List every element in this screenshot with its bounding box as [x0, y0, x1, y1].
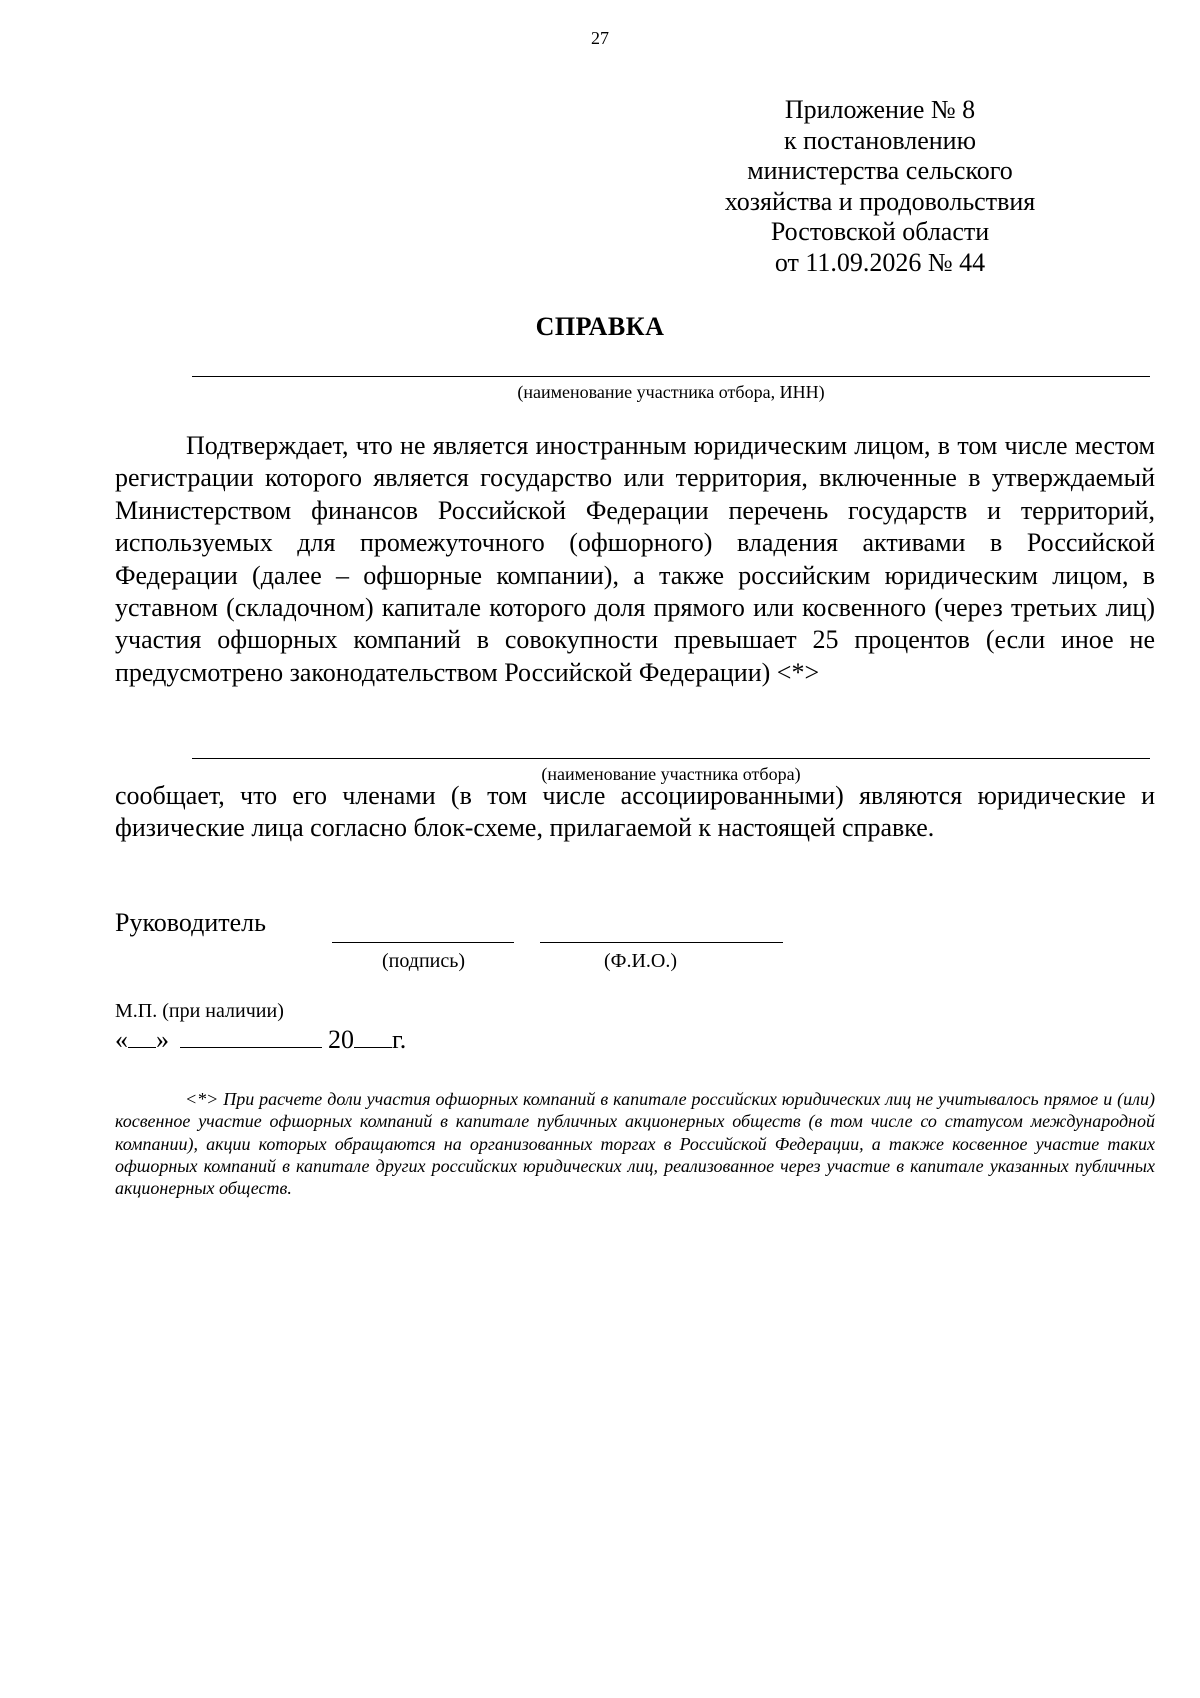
appendix-line: министерства сельского [747, 156, 1013, 185]
appendix-line: хозяйства и продовольствия [724, 186, 1036, 216]
full-name-field-line[interactable] [540, 942, 783, 943]
year-field[interactable] [354, 1025, 392, 1048]
footnote: <*> При расчете доли участия офшорных компаний в капитале российских юридических лиц не учитывалось прямое и (или) косвенное участие офшорных компаний в капитале публичных акционерных обществ (в том числе со статусом международной компании), акции которых обращаются на организованных торгах в Российской Федерации, а также косвенное участие таких офшорных компаний в капитале других российских юридических лиц, реализованное через участие в капитале указанных публичных акционерных обществ. [115, 1089, 1155, 1199]
full-name-caption: (Ф.И.О.) [604, 950, 678, 972]
signature-field-line[interactable] [332, 942, 514, 943]
date-open-quote: « [115, 1025, 128, 1054]
page-number: 27 [591, 28, 609, 48]
date-line [115, 1025, 406, 1055]
date-close-quote: » [156, 1025, 169, 1054]
participant-inn-caption: (наименование участника отбора, ИНН) [517, 382, 825, 402]
participant-caption: (наименование участника отбора) [541, 764, 801, 784]
participant-field-line[interactable] [192, 758, 1150, 759]
appendix-line: к постановлению [783, 125, 977, 155]
signature-caption: (подпись) [382, 950, 466, 972]
day-field[interactable] [128, 1025, 156, 1048]
month-field[interactable] [180, 1025, 322, 1048]
document-title: СПРАВКА [535, 312, 665, 341]
head-label: Руководитель [115, 908, 266, 937]
confirmation-paragraph [115, 430, 1155, 689]
appendix-line: Приложение № 8 [784, 95, 976, 124]
year-prefix: 20 [328, 1025, 354, 1054]
members-paragraph: сообщает, что его членами (в том числе ассоциированными) являются юридические и физические лица согласно блок-схеме, прилагаемой к настоящей справке. [115, 781, 1155, 843]
appendix-line: от 11.09.2026 № 44 [774, 247, 986, 277]
appendix-header [660, 95, 1100, 278]
confirmation-text: Подтверждает, что не является иностранным юридическим лицом, в том числе местом регистрации которого является государство или территория, включенные в утверждаемый Министерством финансов Российской Федерации перечень государств и территорий, используемых для промежуточного (офшорного) владения активами в Российской Федерации (далее – офшорные компании), а также российским юридическим лицом, в уставном (складочном) капитале которого доля прямого или косвенного (через третьих лиц) участия офшорных компаний в совокупности превышает 25 процентов (если иное не предусмотрено законодательством Российской Федерации) <*> [115, 431, 1155, 687]
stamp-label: М.П. (при наличии) [115, 1000, 284, 1022]
year-suffix: г. [392, 1025, 407, 1054]
appendix-line: Ростовской области [770, 217, 990, 246]
participant-inn-field-line[interactable] [192, 376, 1150, 377]
